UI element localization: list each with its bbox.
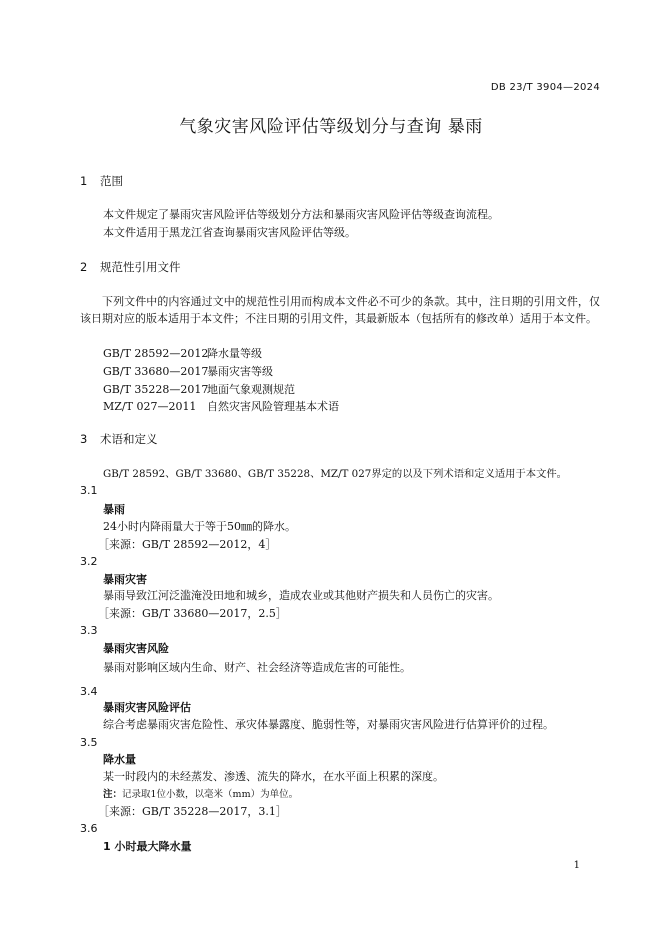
reference-title: 地面气象观测规范 — [207, 383, 295, 396]
reference-item — [103, 345, 262, 361]
reference-code: GB/T 35228—2017 — [103, 383, 209, 396]
term-definition: 暴雨对影响区域内生命、财产、社会经济等造成危害的可能性。 — [103, 661, 411, 674]
document-number: DB 23/T 3904—2024 — [490, 82, 600, 93]
term-definition: 综合考虑暴雨灾害危险性、承灾体暴露度、脆弱性等，对暴雨灾害风险进行估算评价的过程。 — [103, 718, 554, 731]
clause-number: 3.1 — [80, 484, 98, 497]
term: 1 小时最大降水量 — [103, 840, 192, 853]
paragraph: GB/T 28592、GB/T 33680、GB/T 35228、MZ/T 027界定的以及下列术语和定义适用于本文件。 — [103, 468, 567, 480]
section-title: 规范性引用文件 — [100, 260, 181, 274]
paragraph: 本文件适用于黑龙江省查询暴雨灾害风险评估等级。 — [103, 226, 356, 239]
reference-code: MZ/T 027—2011 — [103, 400, 197, 413]
reference-title: 降水量等级 — [207, 347, 262, 360]
section-3-heading — [80, 431, 158, 447]
section-number: 2 — [80, 260, 88, 274]
section-2-heading — [80, 259, 181, 275]
reference-title: 自然灾害风险管理基本术语 — [207, 400, 339, 413]
term: 暴雨灾害 — [103, 573, 147, 586]
clause-number: 3.5 — [80, 736, 98, 749]
term: 暴雨灾害风险 — [103, 642, 169, 655]
term-source: ［来源：GB/T 35228—2017，3.1］ — [98, 805, 287, 818]
clause-number: 3.6 — [80, 822, 98, 835]
document-title: 气象灾害风险评估等级划分与查询 暴雨 — [179, 117, 483, 137]
section-title: 术语和定义 — [100, 432, 158, 446]
reference-title: 暴雨灾害等级 — [207, 365, 273, 378]
reference-code: GB/T 28592—2012 — [103, 347, 209, 360]
clause-number: 3.4 — [80, 685, 98, 698]
reference-item — [103, 363, 273, 379]
term: 降水量 — [103, 753, 136, 766]
section-1-heading — [80, 173, 123, 189]
reference-code: GB/T 33680—2017 — [103, 365, 209, 378]
term: 暴雨灾害风险评估 — [103, 701, 191, 714]
term-definition: 某一时段内的未经蒸发、渗透、流失的降水，在水平面上积累的深度。 — [103, 770, 444, 783]
reference-item — [103, 381, 295, 397]
term: 暴雨 — [103, 503, 125, 516]
section-title: 范围 — [100, 174, 123, 188]
term-source: ［来源：GB/T 33680—2017，2.5］ — [98, 607, 287, 620]
reference-item — [103, 398, 339, 414]
note-text: 记录取1位小数，以毫米（mm）为单位。 — [122, 789, 299, 800]
term-note — [103, 786, 298, 800]
section-number: 3 — [80, 432, 88, 446]
paragraph: 下列文件中的内容通过文中的规范性引用而构成本文件必不可少的条款。其中，注日期的引用文件，仅该日期对应的版本适用于本文件；不注日期的引用文件，其最新版本（包括所有的修改单）适用于本文件。 — [80, 295, 600, 325]
term-definition: 暴雨导致江河泛滥淹没田地和城乡，造成农业或其他财产损失和人员伤亡的灾害。 — [103, 589, 499, 602]
clause-number: 3.3 — [80, 624, 98, 637]
term-source: ［来源：GB/T 28592—2012，4］ — [98, 538, 277, 551]
section-number: 1 — [80, 174, 88, 188]
clause-number: 3.2 — [80, 555, 98, 568]
note-label: 注： — [103, 789, 123, 800]
paragraph: 本文件规定了暴雨灾害风险评估等级划分方法和暴雨灾害风险评估等级查询流程。 — [103, 208, 499, 221]
page-number: 1 — [573, 860, 580, 871]
term-definition: 24小时内降雨量大于等于50㎜的降水。 — [103, 520, 296, 533]
